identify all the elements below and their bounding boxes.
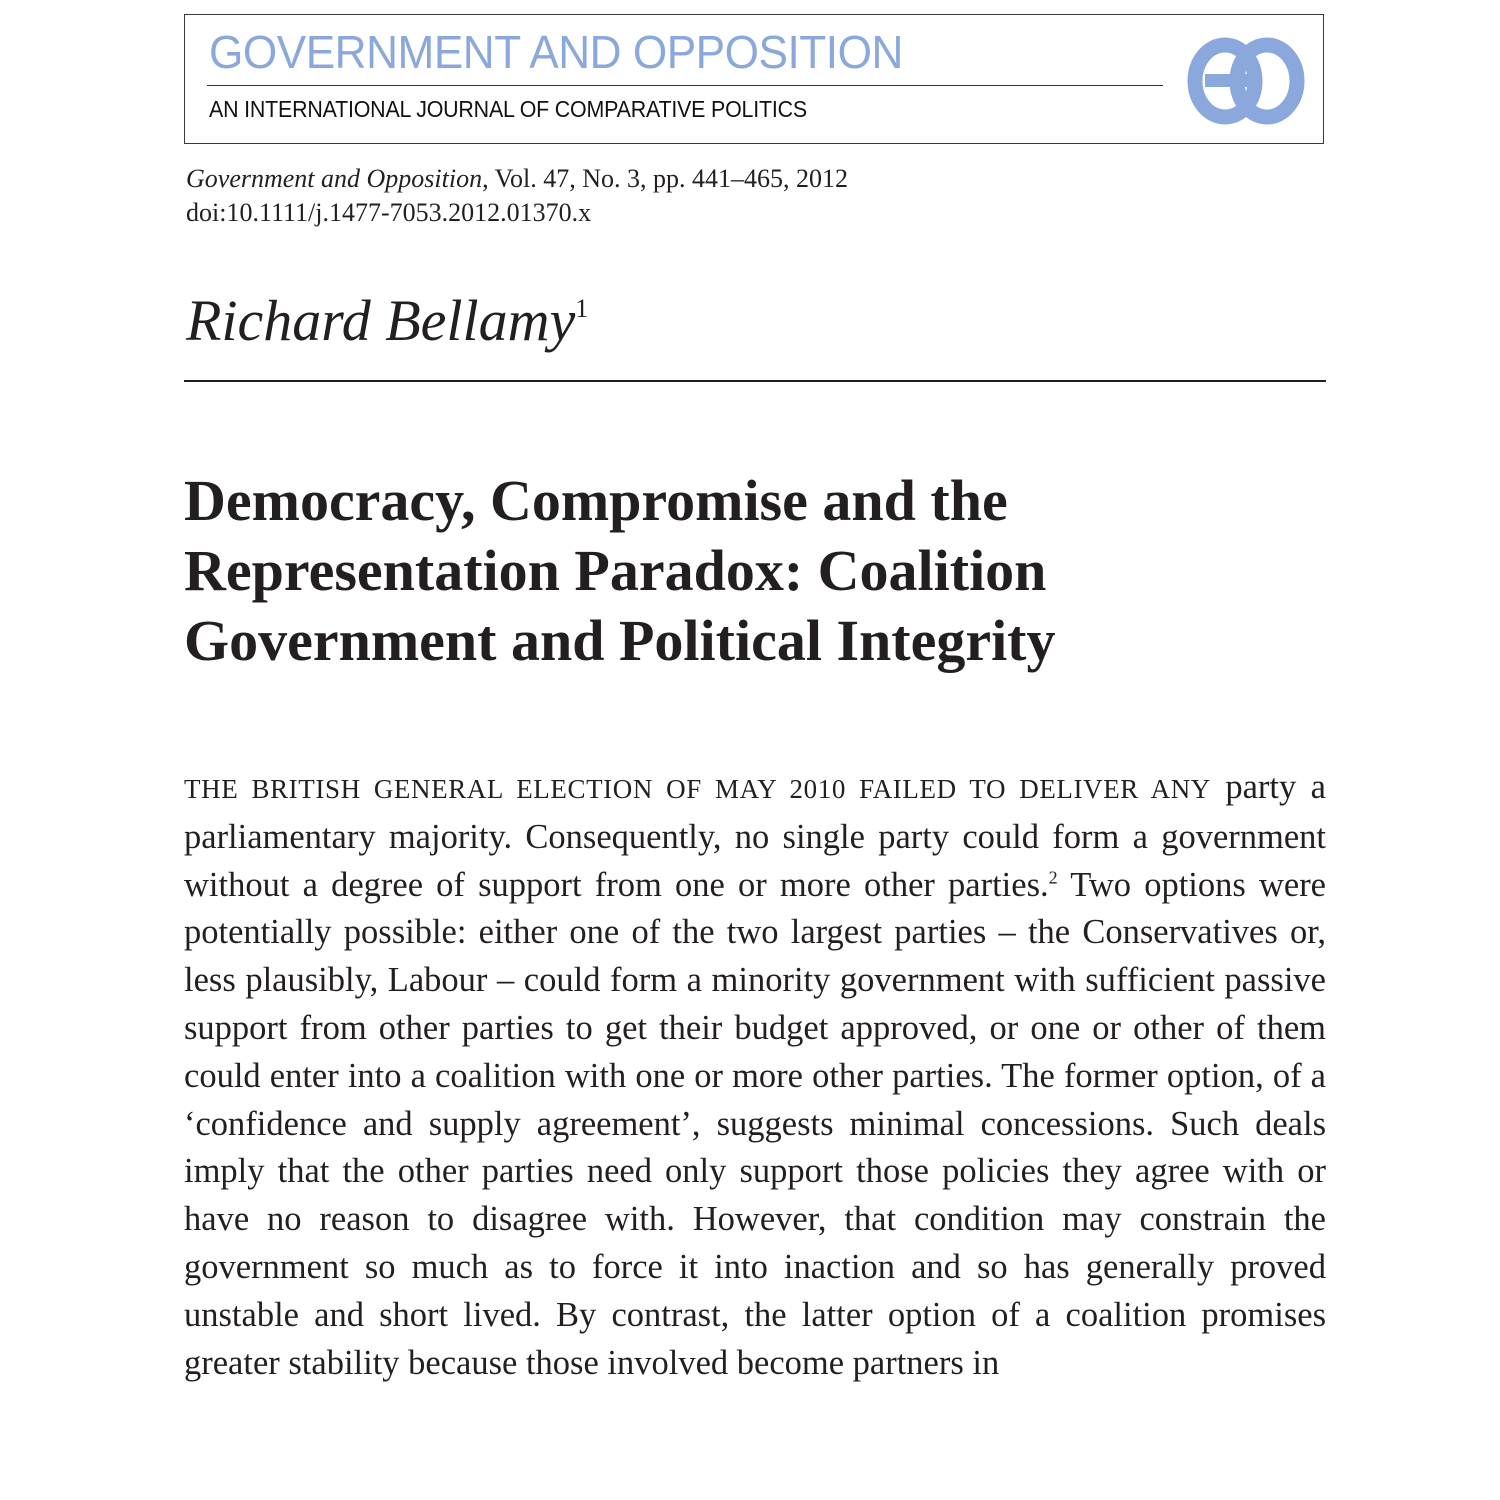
lead-in-small-caps: THE BRITISH GENERAL ELECTION OF MAY 2010 FAILED TO DELIVER ANY — [184, 774, 1211, 804]
body-text-2: Two options were potentially possible: either one of the two largest parties – the Conservatives or, less plausibly, Labour – could form a minority government with sufficient passive support from other parties to get their budget approved, or one or other of them could enter into a coalition with one or more other parties. The former option, of a ‘confidence and supply agreement’, suggests minimal concessions. Such deals imply that the other parties need only support those policies they agree with or have no reason to disagree with. However, that condition may constrain the government so much as to force it into inaction and so has generally proved unstable and short lived. By contrast, the latter option of a coalition promises greater stability because those involved become partners in — [184, 865, 1326, 1382]
author-footnote-marker: 1 — [575, 294, 589, 323]
article-body — [184, 764, 1326, 1387]
doi: doi:10.1111/j.1477-7053.2012.01370.x — [186, 198, 592, 227]
masthead-divider — [207, 85, 1163, 86]
journal-subtitle: AN INTERNATIONAL JOURNAL OF COMPARATIVE POLITICS — [209, 96, 808, 122]
author-name: Richard Bellamy$^1$ — [186, 288, 589, 353]
volume-details: , Vol. 47, No. 3, pp. 441–465, 2012 — [482, 164, 849, 193]
footnote-marker: 2 — [1048, 867, 1058, 888]
citation-line — [186, 162, 848, 196]
citation-block — [186, 162, 848, 230]
journal-title: GOVERNMENT AND OPPOSITION — [209, 26, 903, 78]
journal-name: Government and Opposition — [186, 164, 483, 193]
journal-masthead — [184, 14, 1324, 144]
body-text-1: party a parliamentary majority. Consequently, no single party could form a government without a degree of support from one or more other parties. — [184, 768, 1326, 904]
article-title: Democracy, Compromise and the Representation Paradox: Coalition Government and Political Integrity — [184, 468, 1056, 673]
author-divider — [184, 380, 1326, 382]
interlocking-rings-logo-icon — [1187, 37, 1305, 125]
